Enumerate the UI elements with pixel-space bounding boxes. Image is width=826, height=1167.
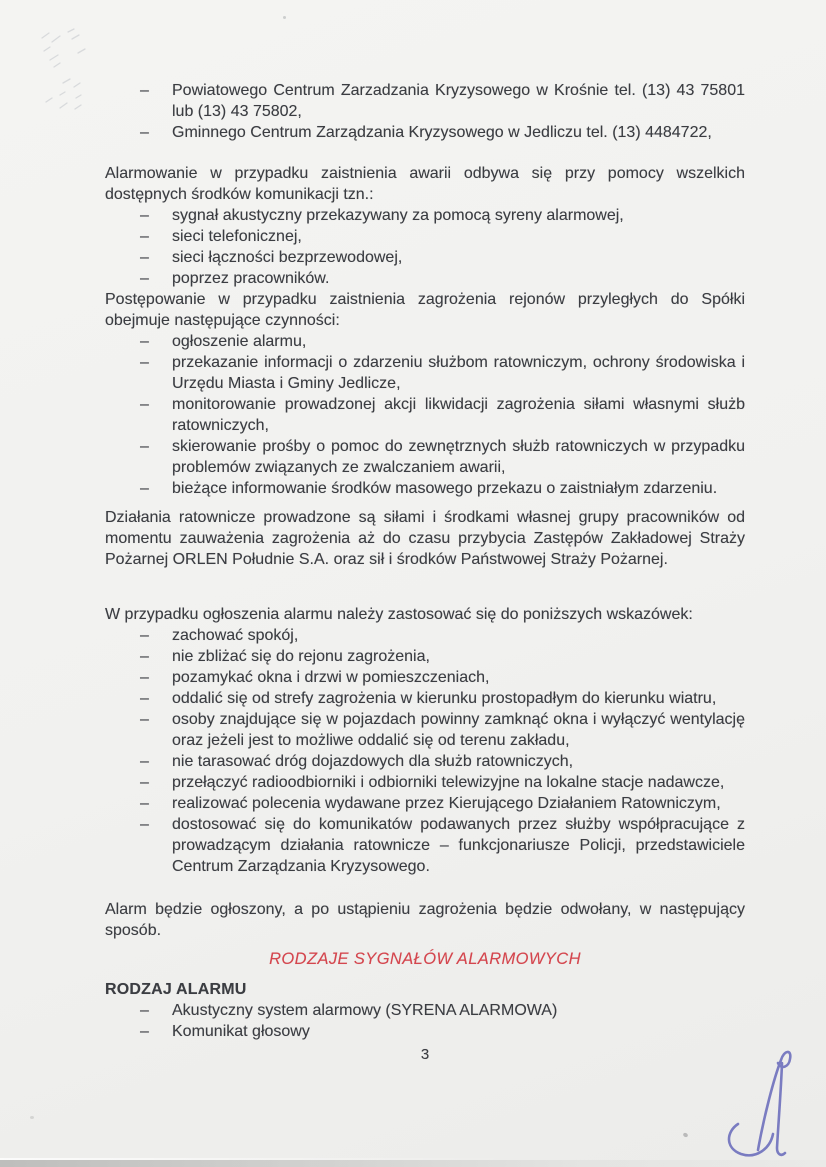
list-item [105, 625, 745, 646]
list-item-text: zachować spokój, [172, 627, 299, 644]
bullet-dash: – [140, 124, 149, 141]
list-item [105, 793, 745, 814]
list-item-text: pozamykać okna i drzwi w pomieszczeniach, [172, 669, 490, 686]
alarm-type-heading: RODZAJ ALARMU [105, 981, 247, 998]
bullet-dash: – [140, 690, 149, 707]
list-item-text: poprzez pracowników. [172, 270, 330, 287]
list-item [105, 646, 745, 667]
paragraph-alarm-bedzie: Alarm będzie ogłoszony, a po ustąpieniu zagrożenia będzie odwołany, w następujący sposób. [105, 901, 745, 939]
list-item [105, 80, 745, 122]
bullet-dash: – [140, 438, 149, 455]
paragraph-postepowanie: Postępowanie w przypadku zaistnienia zagrożenia rejonów przyległych do Spółki obejmuje następujące czynności: [105, 291, 745, 329]
list-item [105, 122, 745, 143]
list-item [105, 709, 745, 751]
bullet-dash: – [140, 795, 149, 812]
list-item-text: przełączyć radioodbiorniki i odbiorniki telewizyjne na lokalne stacje nadawcze, [172, 774, 725, 791]
bullet-dash: – [140, 1023, 149, 1040]
bullet-dash: – [140, 627, 149, 644]
list-item-text: nie zbliżać się do rejonu zagrożenia, [172, 648, 430, 665]
bullet-dash: – [140, 207, 149, 224]
list-item [105, 1000, 745, 1021]
red-section-heading: RODZAJE SYGNAŁÓW ALARMOWYCH [269, 950, 581, 968]
paragraph-alarmowanie: Alarmowanie w przypadku zaistnienia awarii odbywa się przy pomocy wszelkich dostępnych środków komunikacji tzn.: [105, 165, 745, 203]
scan-speck [682, 1132, 688, 1138]
list-item-text: realizować polecenia wydawane przez Kierującego Działaniem Ratowniczym, [172, 795, 721, 812]
bullet-dash: – [140, 228, 149, 245]
list-item [105, 205, 745, 226]
list-item-text: osoby znajdujące się w pojazdach powinny zamknąć okna i wyłączyć wentylację oraz jeżeli jest to możliwe oddalić się od terenu zakładu, [172, 711, 745, 749]
list-item-text: dostosować się do komunikatów podawanych przez służby współpracujące z prowadzącym działania ratownicze – funkcjonariusze Policji, przedstawiciele Centrum Zarządzania Kryzysowego. [172, 816, 745, 875]
bullet-dash: – [140, 753, 149, 770]
scan-speck [283, 16, 286, 19]
handwritten-signature [724, 1036, 806, 1160]
list-item-text: Powiatowego Centrum Zarzadzania Kryzysowego w Krośnie tel. (13) 43 75801 lub (13) 43 75802, [172, 82, 745, 120]
postepowanie-bullet-list [105, 331, 745, 499]
list-item [105, 814, 745, 877]
list-item [105, 394, 745, 436]
list-item-text: ogłoszenie alarmu, [172, 333, 307, 350]
rodzaj-bullet-list [105, 1000, 745, 1042]
contact-bullet-list [105, 80, 745, 143]
list-item-text: skierowanie prośby o pomoc do zewnętrznych służb ratowniczych w przypadku problemów związanych ze zwalczaniem awarii, [172, 438, 745, 476]
wskazowki-bullet-list [105, 625, 745, 877]
list-item [105, 772, 745, 793]
bullet-dash: – [140, 82, 149, 99]
list-item [105, 226, 745, 247]
list-item-text: nie tarasować dróg dojazdowych dla służb ratowniczych, [172, 753, 574, 770]
list-item-text: Akustyczny system alarmowy (SYRENA ALARMOWA) [172, 1002, 558, 1019]
list-item-text: monitorowanie prowadzonej akcji likwidacji zagrożenia siłami własnymi służb ratowniczych, [172, 396, 745, 434]
list-item [105, 688, 745, 709]
bullet-dash: – [140, 270, 149, 287]
list-item [105, 1021, 745, 1042]
bullet-dash: – [140, 480, 149, 497]
list-item-text: sygnał akustyczny przekazywany za pomocą syreny alarmowej, [172, 207, 624, 224]
bullet-dash: – [140, 648, 149, 665]
bullet-dash: – [140, 354, 149, 371]
list-item-text: sieci łączności bezprzewodowej, [172, 249, 403, 266]
alarm-means-bullet-list [105, 205, 745, 289]
list-item-text: oddalić się od strefy zagrożenia w kierunku prostopadłym do kierunku wiatru, [172, 690, 717, 707]
scan-speck [30, 1116, 34, 1119]
list-item [105, 436, 745, 478]
list-item-text: Komunikat głosowy [172, 1023, 310, 1040]
list-item [105, 352, 745, 394]
bullet-dash: – [140, 396, 149, 413]
bullet-dash: – [140, 774, 149, 791]
list-item [105, 478, 745, 499]
paragraph-w-przypadku: W przypadku ogłoszenia alarmu należy zastosować się do poniższych wskazówek: [105, 606, 693, 623]
list-item [105, 751, 745, 772]
bullet-dash: – [140, 711, 149, 728]
page-number: 3 [420, 1046, 430, 1063]
list-item-text: sieci telefonicznej, [172, 228, 302, 245]
bullet-dash: – [140, 669, 149, 686]
list-item-text: przekazanie informacji o zdarzeniu służbom ratowniczym, ochrony środowiska i Urzędu Miasta i Gminy Jedlicze, [172, 354, 745, 392]
list-item-text: bieżące informowanie środków masowego przekazu o zaistniałym zdarzeniu. [172, 480, 718, 497]
list-item [105, 268, 745, 289]
list-item-text: Gminnego Centrum Zarządzania Kryzysowego w Jedliczu tel. (13) 4484722, [172, 124, 712, 141]
pencil-scribble-artifact [28, 20, 138, 125]
list-item [105, 247, 745, 268]
list-item [105, 331, 745, 352]
bullet-dash: – [140, 1002, 149, 1019]
list-item [105, 667, 745, 688]
bullet-dash: – [140, 333, 149, 350]
bullet-dash: – [140, 816, 149, 833]
paragraph-dzialania: Działania ratownicze prowadzone są siłami i środkami własnej grupy pracowników od momentu zauważenia zagrożenia aż do czasu przybycia Zastępów Zakładowej Straży Pożarnej ORLEN Południe S.A. oraz sił i środków Państwowej Straży Pożarnej. [105, 509, 745, 568]
bottom-scan-shadow [0, 1160, 826, 1167]
bullet-dash: – [140, 249, 149, 266]
